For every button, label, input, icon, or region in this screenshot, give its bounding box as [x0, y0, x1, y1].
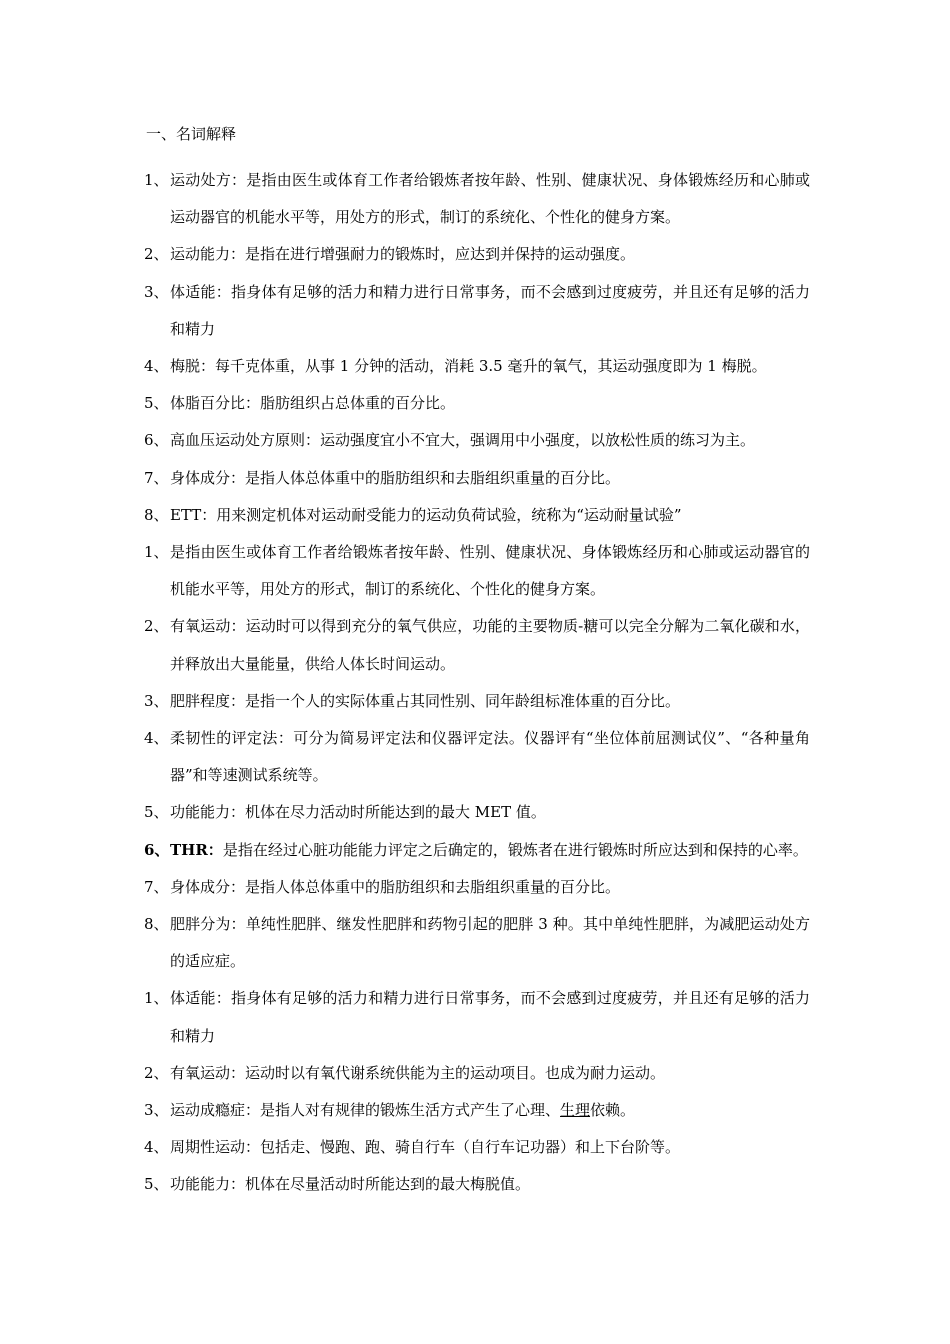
list-item	[144, 683, 810, 720]
item-body	[170, 460, 810, 497]
item-body	[170, 683, 810, 720]
item-number: 3、	[144, 1101, 169, 1120]
item-term: THR：	[170, 840, 223, 859]
item-definition: 是指在进行增强耐力的锻炼时，应达到并保持的运动强度。	[245, 245, 636, 264]
list-item	[144, 162, 810, 236]
item-number: 8、	[144, 915, 169, 934]
list-item	[144, 869, 810, 906]
item-body	[170, 906, 810, 980]
item-body	[170, 869, 810, 906]
item-definition: 指身体有足够的活力和精力进行日常事务，而不会感到过度疲劳，并且还有足够的活力和精力	[170, 989, 810, 1045]
item-body	[170, 832, 810, 869]
item-definition: 是指一个人的实际体重占其同性别、同年龄组标准体重的百分比。	[245, 691, 681, 710]
list-item	[144, 832, 810, 869]
item-term: 肥胖程度：	[170, 691, 246, 710]
item-number: 7、	[144, 468, 169, 487]
item-body	[170, 1092, 810, 1129]
item-number: 4、	[144, 357, 169, 376]
item-term: 肥胖分为：	[170, 915, 246, 934]
item-number: 2、	[144, 617, 169, 636]
underlined-word: 生理	[560, 1101, 591, 1120]
item-term: 运动成瘾症：	[170, 1101, 261, 1120]
list-item	[144, 794, 810, 831]
item-term: 体适能：	[170, 282, 231, 301]
item-number: 4、	[144, 1138, 169, 1157]
item-body	[170, 422, 810, 459]
list-item	[144, 236, 810, 273]
item-term: 运动处方：	[170, 171, 247, 189]
list-item	[144, 497, 810, 534]
item-number: 3、	[144, 282, 169, 301]
list-item	[144, 385, 810, 422]
item-body	[170, 236, 810, 273]
item-number: 7、	[144, 877, 169, 896]
item-number: 3、	[144, 691, 169, 710]
item-number: 4、	[144, 729, 169, 748]
item-term: 有氧运动：	[170, 1063, 246, 1082]
item-definition: 包括走、慢跑、跑、骑自行车（自行车记功器）和上下台阶等。	[260, 1138, 681, 1157]
item-definition: 每千克体重，从事 1 分钟的活动，消耗 3.5 毫升的氧气，其运动强度即为 1 梅脱。	[215, 357, 767, 376]
item-definition: 运动强度宜小不宜大，强调用中小强度，以放松性质的练习为主。	[320, 431, 756, 450]
list-item	[144, 608, 810, 682]
item-term: 身体成分：	[170, 468, 246, 487]
list-item	[144, 422, 810, 459]
list-item	[144, 1129, 810, 1166]
item-number: 5、	[144, 1175, 169, 1194]
section-title: 一、名词解释	[146, 125, 237, 143]
item-term: 功能能力：	[170, 1175, 246, 1194]
item-body	[170, 1129, 810, 1166]
item-definition: 是指由医生或体育工作者给锻炼者按年龄、性别、健康状况、身体锻炼经历和心肺或运动器官的机能水平等，用处方的形式，制订的系统化、个性化的健身方案。	[170, 171, 810, 227]
list-item	[144, 1055, 810, 1092]
item-number: 1、	[144, 989, 169, 1008]
item-body	[170, 1055, 810, 1092]
item-definition: 机体在尽力活动时所能达到的最大 MET 值。	[245, 803, 546, 822]
item-body	[170, 1166, 810, 1203]
item-body	[170, 608, 810, 682]
item-number: 8、	[144, 505, 169, 524]
item-number: 5、	[144, 803, 169, 822]
item-definition: 用来测定机体对运动耐受能力的运动负荷试验，统称为“运动耐量试验”	[216, 505, 682, 524]
item-definition: 运动时可以得到充分的氧气供应，功能的主要物质-糖可以完全分解为二氧化碳和水，并释放出大量能量，供给人体长时间运动。	[170, 617, 810, 673]
item-term: ETT：	[170, 505, 217, 524]
item-body	[170, 162, 810, 236]
list-item	[144, 1166, 810, 1203]
item-definition: 单纯性肥胖、继发性肥胖和药物引起的肥胖 3 种。其中单纯性肥胖，为减肥运动处方的适应症。	[170, 915, 810, 971]
list-item	[144, 720, 810, 794]
item-term: 身体成分：	[170, 877, 246, 896]
item-body	[170, 274, 810, 348]
definition-list	[144, 162, 810, 1204]
item-number: 1、	[144, 171, 169, 189]
item-number: 6、	[144, 431, 169, 450]
item-number: 2、	[144, 245, 169, 264]
item-body	[170, 794, 810, 831]
item-body	[170, 534, 810, 608]
item-term: 梅脱：	[170, 357, 216, 376]
item-body	[170, 980, 810, 1054]
item-definition: 是指人体总体重中的脂肪组织和去脂组织重量的百分比。	[245, 877, 621, 896]
item-body	[170, 720, 810, 794]
item-definition: 指身体有足够的活力和精力进行日常事务，而不会感到过度疲劳，并且还有足够的活力和精力	[170, 282, 810, 338]
item-term: 运动能力：	[170, 245, 246, 264]
item-definition: 可分为简易评定法和仪器评定法。仪器评有“坐位体前屈测试仪”、“各种量角器”和等速测试系统等。	[170, 729, 810, 785]
list-item	[144, 980, 810, 1054]
item-definition: 是指人体总体重中的脂肪组织和去脂组织重量的百分比。	[245, 468, 621, 487]
item-term: 柔韧性的评定法：	[170, 729, 294, 748]
item-number: 2、	[144, 1063, 169, 1082]
item-number: 1、	[144, 543, 169, 562]
list-item	[144, 460, 810, 497]
item-definition: 是指在经过心脏功能能力评定之后确定的，锻炼者在进行锻炼时所应达到和保持的心率。	[222, 840, 808, 859]
item-term: 体脂百分比：	[170, 394, 261, 413]
item-term: 周期性运动：	[170, 1138, 261, 1157]
list-item	[144, 348, 810, 385]
item-body	[170, 348, 810, 385]
item-term: 功能能力：	[170, 803, 246, 822]
item-definition-start: 是指人对有规律的锻炼生活方式产生了心理、	[260, 1101, 561, 1120]
item-definition: 是指由医生或体育工作者给锻炼者按年龄、性别、健康状况、身体锻炼经历和心肺或运动器官的机能水平等，用处方的形式，制订的系统化、个性化的健身方案。	[170, 543, 810, 599]
list-item	[144, 906, 810, 980]
list-item	[144, 1092, 810, 1129]
item-number: 5、	[144, 394, 169, 413]
item-body	[170, 385, 810, 422]
item-body	[170, 497, 810, 534]
item-definition: 运动时以有氧代谢系统供能为主的运动项目。也成为耐力运动。	[245, 1063, 666, 1082]
item-term: 体适能：	[170, 989, 231, 1008]
list-item	[144, 274, 810, 348]
item-term: 有氧运动：	[170, 617, 246, 636]
item-term: 高血压运动处方原则：	[170, 431, 321, 450]
item-number: 6、	[144, 840, 170, 859]
item-definition: 脂肪组织占总体重的百分比。	[260, 394, 456, 413]
list-item	[144, 534, 810, 608]
item-definition-end: 依赖。	[590, 1101, 636, 1120]
item-definition: 机体在尽量活动时所能达到的最大梅脱值。	[245, 1175, 531, 1194]
